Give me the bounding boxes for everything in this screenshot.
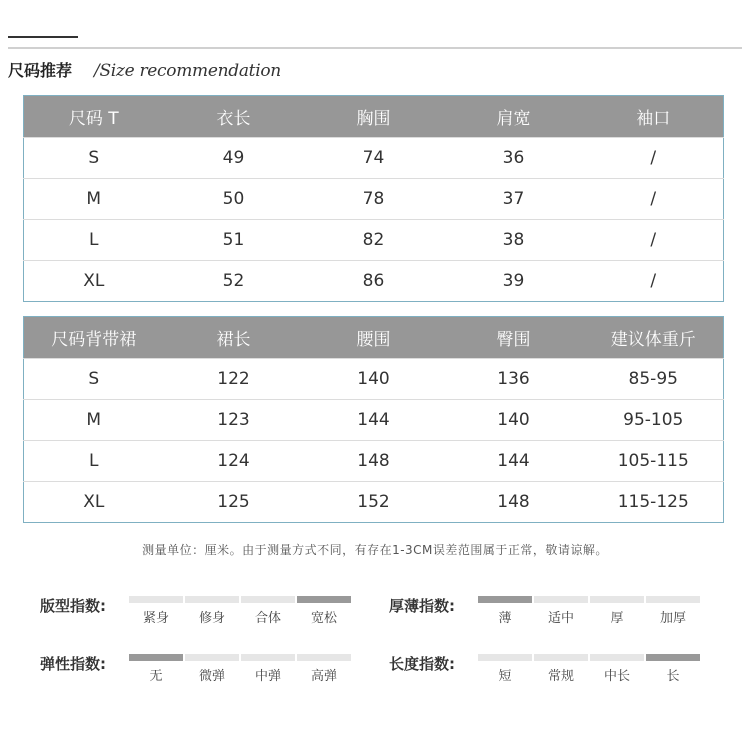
option-label: 中弹 <box>254 669 281 684</box>
option-label: 无 <box>149 669 163 684</box>
title-cn: 尺码推荐 <box>8 61 73 80</box>
option-label: 常规 <box>547 669 574 684</box>
table-cell: 85-95 <box>584 359 724 400</box>
index-option <box>589 596 645 626</box>
table-cell: 152 <box>304 482 444 523</box>
table-row <box>24 359 724 400</box>
table-cell: 52 <box>164 261 304 302</box>
size-table-skirt <box>23 316 724 523</box>
indicator-bar <box>297 596 351 603</box>
index-option <box>296 654 352 684</box>
table-cell: L <box>24 220 164 261</box>
header-cell: 建议体重斤 <box>584 317 724 359</box>
indicator-bar <box>646 596 700 603</box>
index-option <box>184 596 240 626</box>
option-label: 适中 <box>547 611 574 626</box>
index-option <box>477 654 533 684</box>
table-cell: S <box>24 359 164 400</box>
table-cell: / <box>584 138 724 179</box>
table-cell: / <box>584 220 724 261</box>
table-cell: XL <box>24 482 164 523</box>
option-label: 高弹 <box>310 669 337 684</box>
table-cell: 82 <box>304 220 444 261</box>
index-label: 版型指数: <box>40 597 106 615</box>
index-options <box>477 596 701 626</box>
table-cell: 115-125 <box>584 482 724 523</box>
indicator-bar <box>185 596 239 603</box>
table-cell: 123 <box>164 400 304 441</box>
length-index <box>389 654 701 684</box>
index-options <box>128 654 352 684</box>
index-option <box>184 654 240 684</box>
header-cell: 尺码背带裙 <box>24 317 164 359</box>
option-label: 紧身 <box>142 611 169 626</box>
table-cell: 78 <box>304 179 444 220</box>
option-label: 长 <box>666 669 680 684</box>
indicator-bar <box>590 654 644 661</box>
option-label: 修身 <box>198 611 225 626</box>
size-table-t <box>23 95 724 302</box>
table-cell: 37 <box>444 179 584 220</box>
table-cell: 148 <box>444 482 584 523</box>
table-cell: M <box>24 179 164 220</box>
indicator-bar <box>478 654 532 661</box>
table-cell: / <box>584 179 724 220</box>
index-option <box>533 654 589 684</box>
option-label: 宽松 <box>310 611 337 626</box>
index-label: 弹性指数: <box>40 655 106 673</box>
table-cell: 39 <box>444 261 584 302</box>
index-option <box>645 596 701 626</box>
table-cell: S <box>24 138 164 179</box>
table-row <box>24 482 724 523</box>
indicator-bar <box>590 596 644 603</box>
table-cell: XL <box>24 261 164 302</box>
header-cell: 裙长 <box>164 317 304 359</box>
table-cell: 140 <box>304 359 444 400</box>
header-cell: 衣长 <box>164 96 304 138</box>
table-row <box>24 261 724 302</box>
table-cell: L <box>24 441 164 482</box>
indicator-bar <box>241 596 295 603</box>
table-cell: 50 <box>164 179 304 220</box>
option-label: 合体 <box>254 611 281 626</box>
indicator-bar <box>129 654 183 661</box>
option-label: 微弹 <box>198 669 225 684</box>
fit-index <box>40 596 352 626</box>
table-row <box>24 400 724 441</box>
header-cell: 胸围 <box>304 96 444 138</box>
top-divider <box>8 47 742 49</box>
table-header-row <box>24 96 724 138</box>
option-label: 薄 <box>498 611 512 626</box>
option-label: 中长 <box>603 669 630 684</box>
index-option <box>645 654 701 684</box>
header-cell: 尺码 T <box>24 96 164 138</box>
table-row <box>24 179 724 220</box>
table-cell: 38 <box>444 220 584 261</box>
measurement-note: 测量单位：厘米。由于测量方式不同，有存在1-3CM误差范围属于正常，敬请谅解。 <box>142 543 608 557</box>
index-label: 长度指数: <box>389 655 455 673</box>
indicator-bar <box>129 596 183 603</box>
option-label: 短 <box>498 669 512 684</box>
index-option <box>128 654 184 684</box>
index-option <box>477 596 533 626</box>
thickness-index <box>389 596 701 626</box>
index-option <box>240 654 296 684</box>
index-option <box>589 654 645 684</box>
elasticity-index <box>40 654 352 684</box>
index-options <box>128 596 352 626</box>
table-cell: 125 <box>164 482 304 523</box>
index-options <box>477 654 701 684</box>
table-row <box>24 138 724 179</box>
index-option <box>128 596 184 626</box>
indicator-bar <box>646 654 700 661</box>
table-cell: / <box>584 261 724 302</box>
option-label: 厚 <box>610 611 624 626</box>
table-cell: 95-105 <box>584 400 724 441</box>
table-row <box>24 441 724 482</box>
option-label: 加厚 <box>659 611 686 626</box>
table-cell: 144 <box>444 441 584 482</box>
header-cell: 腰围 <box>304 317 444 359</box>
indicator-bar <box>297 654 351 661</box>
indicator-bar <box>185 654 239 661</box>
table-cell: M <box>24 400 164 441</box>
table-header-row <box>24 317 724 359</box>
index-option <box>240 596 296 626</box>
table-cell: 148 <box>304 441 444 482</box>
table-row <box>24 220 724 261</box>
title-en: /Size recommendation <box>94 61 281 81</box>
indicator-bar <box>534 596 588 603</box>
indicator-bar <box>478 596 532 603</box>
header-cell: 臀围 <box>444 317 584 359</box>
header-cell: 袖口 <box>584 96 724 138</box>
table-cell: 49 <box>164 138 304 179</box>
index-option <box>533 596 589 626</box>
indicator-bar <box>534 654 588 661</box>
table-cell: 51 <box>164 220 304 261</box>
index-option <box>296 596 352 626</box>
section-title <box>8 58 281 82</box>
table-cell: 144 <box>304 400 444 441</box>
table-cell: 86 <box>304 261 444 302</box>
table-cell: 124 <box>164 441 304 482</box>
table-cell: 136 <box>444 359 584 400</box>
top-accent-bar <box>8 36 78 38</box>
table-cell: 122 <box>164 359 304 400</box>
header-cell: 肩宽 <box>444 96 584 138</box>
table-cell: 36 <box>444 138 584 179</box>
table-cell: 140 <box>444 400 584 441</box>
table-cell: 74 <box>304 138 444 179</box>
indicator-bar <box>241 654 295 661</box>
index-label: 厚薄指数: <box>389 597 455 615</box>
table-cell: 105-115 <box>584 441 724 482</box>
